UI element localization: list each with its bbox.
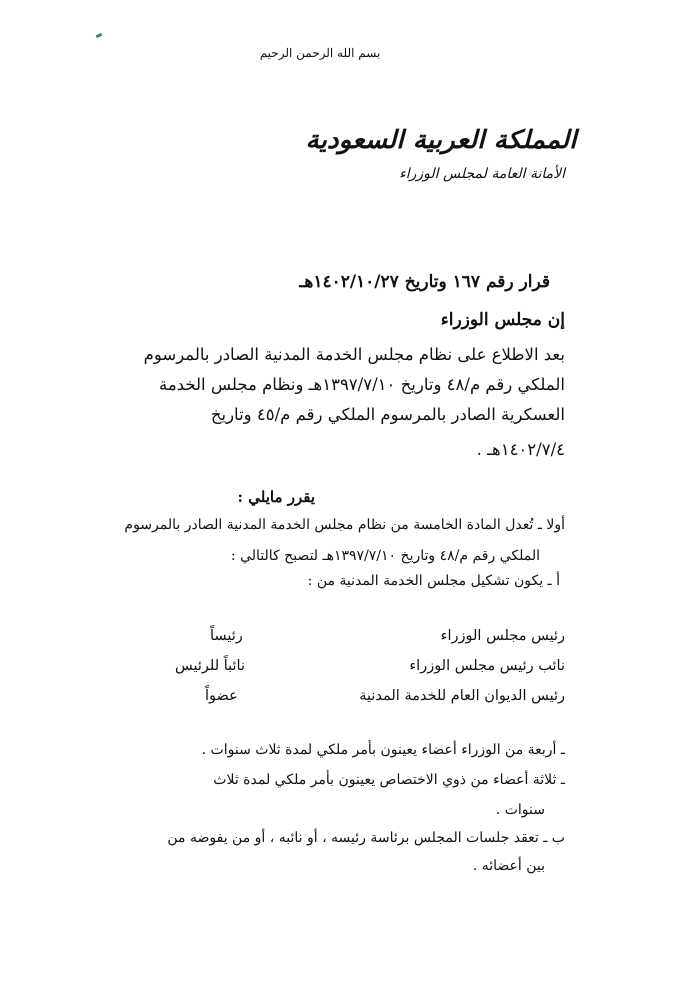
letterhead-secretariat: الأمانة العامة لمجلس الوزراء bbox=[399, 166, 565, 182]
clause-line: ـ أربعة من الوزراء أعضاء يعينون بأمر ملكي لمدة ثلاث سنوات . bbox=[201, 742, 565, 758]
preamble-line: ١٤٠٢/٧/٤هـ . bbox=[476, 440, 565, 459]
clause-line: بين أعضائه . bbox=[472, 858, 545, 874]
article-one-line: أ ـ يكون تشكيل مجلس الخدمة المدنية من : bbox=[307, 573, 560, 589]
clause-line: ـ ثلاثة أعضاء من ذوي الاختصاص يعينون بأمر ملكي لمدة ثلاث bbox=[213, 772, 565, 788]
letterhead-kingdom: المملكة العربية السعودية bbox=[305, 125, 577, 154]
preamble-line: بعد الاطلاع على نظام مجلس الخدمة المدنية الصادر بالمرسوم bbox=[143, 345, 565, 364]
member-position: رئيس الديوان العام للخدمة المدنية bbox=[359, 688, 565, 704]
clause-line: سنوات . bbox=[495, 802, 545, 818]
member-role: رئيساً bbox=[210, 628, 243, 644]
council-heading: إن مجلس الوزراء bbox=[440, 310, 565, 330]
member-role: نائباً للرئيس bbox=[175, 658, 246, 674]
article-one-line: الملكي رقم م/٤٨ وتاريخ ١٣٩٧/٧/١٠هـ لتصبح كالتالي : bbox=[230, 548, 540, 564]
member-role: عضواً bbox=[205, 688, 238, 704]
preamble-line: العسكرية الصادر بالمرسوم الملكي رقم م/٤٥ وتاريخ bbox=[210, 405, 565, 424]
member-position: رئيس مجلس الوزراء bbox=[440, 628, 565, 644]
clause-line: ب ـ تعقد جلسات المجلس برئاسة رئيسه ، أو نائبه ، أو من يفوضه من bbox=[167, 830, 565, 846]
article-one-line: أولا ـ تُعدل المادة الخامسة من نظام مجلس الخدمة المدنية الصادر بالمرسوم bbox=[124, 517, 565, 533]
decides-heading: يقرر مايلي : bbox=[237, 488, 315, 506]
corner-mark bbox=[96, 33, 103, 38]
preamble-line: الملكي رقم م/٤٨ وتاريخ ١٣٩٧/٧/١٠هـ ونظام مجلس الخدمة bbox=[159, 375, 565, 394]
basmala: بسم الله الرحمن الرحيم bbox=[259, 46, 381, 60]
member-position: نائب رئيس مجلس الوزراء bbox=[409, 658, 565, 674]
decision-title: قرار رقم ١٦٧ وتاريخ ١٤٠٢/١٠/٢٧هـ bbox=[299, 272, 550, 292]
